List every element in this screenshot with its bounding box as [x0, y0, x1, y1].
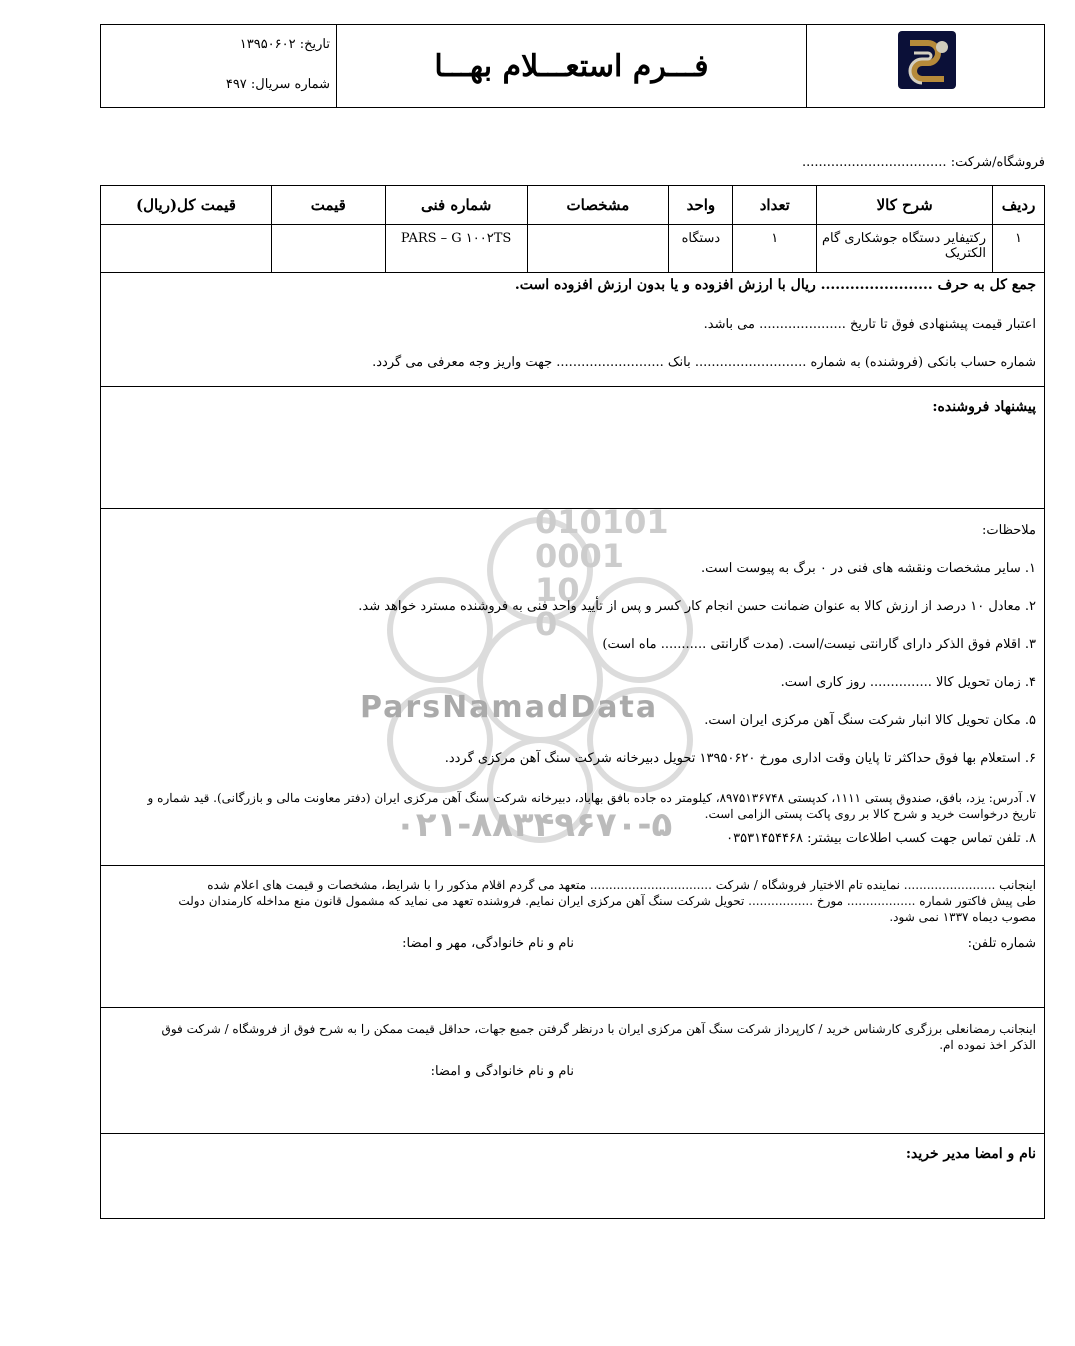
watermark-binary-line: 0 — [535, 605, 558, 643]
manager-signature-label: نام و امضا مدیر خرید: — [905, 1146, 1036, 1162]
col-header: مشخصات — [527, 186, 669, 225]
price-validity: اعتبار قیمت پیشنهادی فوق تا تاریخ ..................... می باشد. — [703, 317, 1036, 332]
table-cell: PARS – G ۱۰۰۲TS — [385, 225, 527, 273]
watermark-binary-line: 0001 — [535, 537, 625, 575]
buyer-signature-label: نام و نام خانوادگی و امضا: — [430, 1064, 574, 1079]
manager-section — [100, 1134, 1045, 1219]
undertaking-line: طی پیش فاکتور شماره .................. مورخ ................. تحویل شرکت سنگ آهن مرکزی ایران نمایم. فروشنده تعهد می نماید که مشمول قانون منع مداخله کارمندان دولت — [178, 894, 1036, 908]
col-header: ردیف — [993, 186, 1045, 225]
serial-label: شماره سریال: ۴۹۷ — [225, 77, 330, 92]
watermark-binary-line: 10 — [535, 571, 580, 609]
undertaking-line: اینجانب ........................ نماینده تام الاختیار فروشگاه / شرکت ................................ متعهد می گردم اقلام مذکور را با شرایط، مشخصات و قیمت های اعلام شده — [207, 878, 1036, 892]
total-in-words: جمع کل به حرف ....................... ریال با ارزش افزوده و یا بدون ارزش افزوده است. — [514, 277, 1036, 293]
table-cell: دستگاه — [669, 225, 733, 273]
note-item: ۸. تلفن تماس جهت کسب اطلاعات بیشتر: ۰۳۵۳۱۴۵۴۴۶۸ — [726, 831, 1036, 846]
info-cell — [101, 25, 338, 107]
table-cell: رکتیفایر دستگاه جوشکاری گام الکتریک — [817, 225, 993, 273]
watermark-binary-line: 010101 — [535, 503, 669, 541]
date-label: تاریخ: ۱۳۹۵۰۶۰۲ — [239, 37, 330, 52]
note-item: ۱. سایر مشخصات ونقشه های فنی در ۰ برگ به پیوست است. — [700, 561, 1036, 576]
table-header-row — [101, 186, 1045, 225]
undertaking-line: مصوب دیماه ۱۳۳۷ نمی شود. — [889, 910, 1036, 924]
note-item: ۲. معادل ۱۰ درصد از ارزش کالا به عنوان ضمانت حسن انجام کار کسر و پس از تأیید واحد فنی به فروشنده مسترد خواهد شد. — [358, 599, 1036, 614]
shop-company-line: فروشگاه/شرکت: ................................... — [801, 155, 1045, 170]
title-cell — [336, 25, 806, 107]
phone-label: شماره تلفن: — [967, 936, 1036, 951]
col-header: واحد — [669, 186, 733, 225]
seller-offer-label: پیشنهاد فروشنده: — [932, 399, 1036, 415]
logo-cell — [806, 25, 1044, 107]
seller-offer-section — [100, 387, 1045, 509]
note-item: ۳. اقلام فوق الذکر دارای گارانتی نیست/است. (مدت گارانتی ........... ماه است) — [602, 637, 1036, 652]
company-logo-icon — [898, 31, 956, 89]
bank-account: شماره حساب بانکی (فروشنده) به شماره ........................... بانک .......................... جهت واریز وجه معرفی می گردد. — [372, 355, 1036, 370]
col-header: شرح کالا — [817, 186, 993, 225]
notes-heading: ملاحظات: — [982, 523, 1036, 538]
form-header — [100, 24, 1045, 108]
buyer-section — [100, 1008, 1045, 1134]
notes-section — [100, 509, 1045, 866]
seller-signature-label: نام و نام خانوادگی، مهر و امضا: — [402, 936, 574, 951]
form-title: فـــرم استعـــلام بهـــا — [434, 48, 709, 84]
note-item: تاریخ درخواست خرید و شرح کالا بر روی پاکت پستی الزامی است. — [704, 807, 1036, 821]
watermark-brand: ParsNamadData — [360, 690, 659, 725]
col-header: قیمت کل(ریال) — [101, 186, 272, 225]
note-item: ۵. مکان تحویل کالا انبار شرکت سنگ آهن مرکزی ایران است. — [704, 713, 1036, 728]
note-item: ۶. استعلام بها فوق حداکثر تا پایان وقت اداری مورخ ۱۳۹۵۰۶۲۰ تحویل دبیرخانه شرکت سنگ آهن مرکزی گردد. — [444, 751, 1036, 766]
col-header: قیمت — [271, 186, 385, 225]
buyer-line: اینجانب رمضانعلی برزگری کارشناس خرید / کارپرداز شرکت سنگ آهن مرکزی ایران با درنظر گرفتن جمیع جهات، حداقل قیمت ممکن را به شرح فوق از فروشگاه / شرکت فوق — [161, 1022, 1036, 1036]
buyer-line: الذکر اخذ نموده ام. — [939, 1038, 1036, 1052]
col-header: تعداد — [733, 186, 817, 225]
note-item: ۴. زمان تحویل کالا ............... روز کاری است. — [780, 675, 1036, 690]
table-cell: ۱ — [993, 225, 1045, 273]
undertaking-section — [100, 866, 1045, 1008]
items-table — [100, 185, 1045, 273]
note-item: ۷. آدرس: یزد، بافق، صندوق پستی ۱۱۱۱، کدپستی ۸۹۷۵۱۳۶۷۴۸، کیلومتر ده جاده بافق بهاباد، دبیرخانه شرکت سنگ آهن مرکزی ایران (دفتر معاونت مالی و بازرگانی). قید شماره و — [147, 791, 1036, 805]
totals-section — [100, 265, 1045, 387]
col-header: شماره فنی — [385, 186, 527, 225]
table-cell: ۱ — [733, 225, 817, 273]
watermark-phone: ۰۲۱-۸۸۳۴۹۶۷۰-۵ — [395, 805, 673, 845]
